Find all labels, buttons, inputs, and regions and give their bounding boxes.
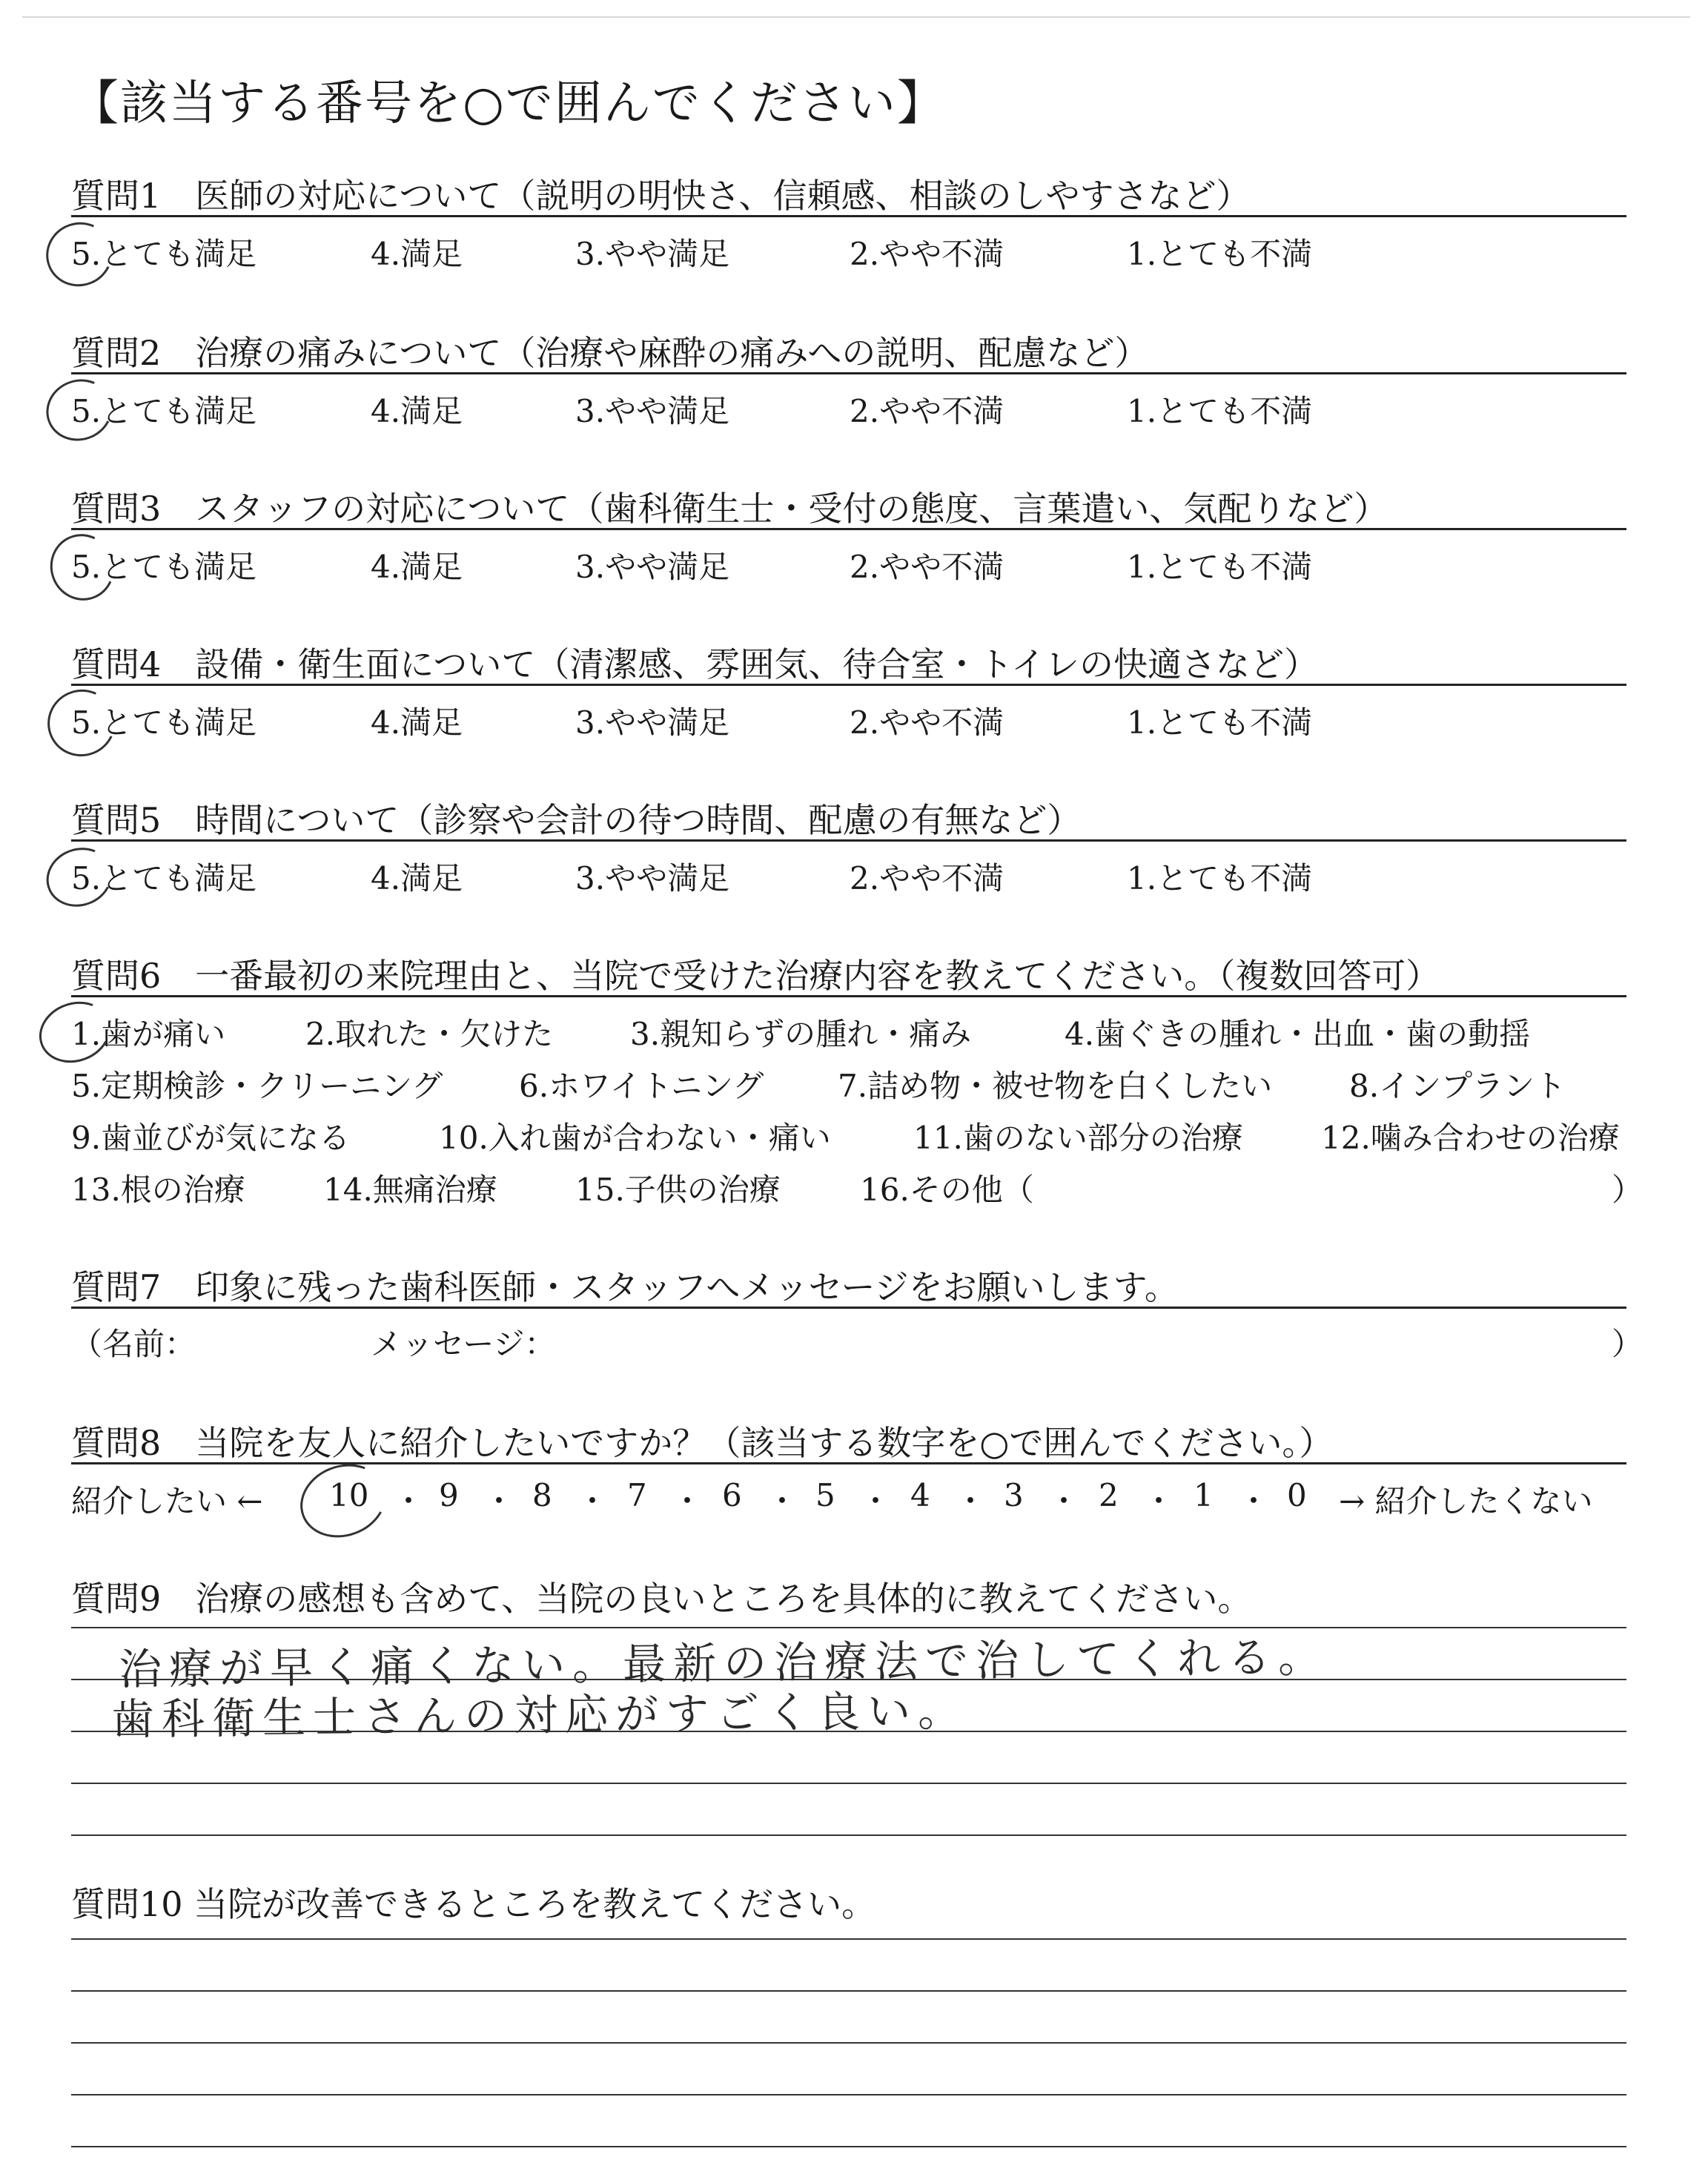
q8-score-8[interactable]: 8 [532,1477,552,1513]
q8-sep: ・ [1143,1483,1175,1519]
q1-option-5[interactable]: 5.とても満足 [71,236,257,272]
q8-score-0[interactable]: 0 [1287,1477,1307,1513]
question-3-rule [71,528,1626,530]
q4-option-4[interactable]: 4.満足 [371,704,463,741]
q2-option-3[interactable]: 3.やや満足 [575,393,730,429]
q7-close-paren: ） [1612,1326,1644,1362]
q10-line-4[interactable] [71,2094,1626,2095]
q7-message-label: メッセージ： [371,1326,556,1362]
q7-name-label: （名前： [71,1326,196,1362]
q3-option-2[interactable]: 2.やや不満 [850,549,1004,585]
q5-option-2[interactable]: 2.やや不満 [850,860,1004,896]
q6-option-8[interactable]: 8.インプラント [1349,1068,1566,1104]
q8-score-6[interactable]: 6 [722,1477,742,1513]
q6-other-close-paren: ） [1612,1172,1644,1208]
q8-sep: ・ [577,1483,609,1519]
question-8-rule [71,1462,1626,1464]
q3-option-3[interactable]: 3.やや満足 [575,549,730,585]
q9-line-5 [71,1834,1626,1836]
q4-option-3[interactable]: 3.やや満足 [575,704,730,741]
q6-option-2[interactable]: 2.取れた・欠けた [305,1016,554,1052]
question-2: 質問2 治療の痛みについて（治療や麻酔の痛みへの説明、配慮など） [71,333,1149,373]
q3-option-4[interactable]: 4.満足 [371,549,463,585]
question-10: 質問10 当院が改善できるところを教えてください。 [71,1884,876,1924]
q6-option-12[interactable]: 12.噛み合わせの治療 [1321,1120,1620,1156]
q10-line-3[interactable] [71,2042,1626,2044]
q1-option-3[interactable]: 3.やや満足 [575,236,730,272]
q8-sep: ・ [483,1483,515,1519]
q7-message-field[interactable] [563,1318,1601,1360]
q8-sep: ・ [767,1483,798,1519]
q8-sep: ・ [1048,1483,1080,1519]
q5-option-4[interactable]: 4.満足 [371,860,463,896]
q8-sep: ・ [955,1483,987,1519]
q6-option-14[interactable]: 14.無痛治療 [323,1172,497,1208]
q7-name-field[interactable] [178,1318,356,1360]
q5-option-3[interactable]: 3.やや満足 [575,860,730,896]
question-5-rule [71,839,1626,842]
question-1-rule [71,215,1626,217]
q8-score-1[interactable]: 1 [1194,1477,1214,1513]
q8-score-2[interactable]: 2 [1099,1477,1119,1513]
q6-option-16[interactable]: 16.その他（ [860,1172,1034,1208]
q8-left-label: 紹介したい ← [71,1483,263,1519]
question-2-rule [71,372,1626,374]
question-6: 質問6 一番最初の来院理由と、当院で受けた治療内容を教えてください。（複数回答可） [71,956,1440,996]
q1-option-2[interactable]: 2.やや不満 [850,236,1004,272]
q1-option-1[interactable]: 1.とても不満 [1127,236,1313,272]
form-title: 【該当する番号を○で囲んでください】 [71,76,946,131]
question-7: 質問7 印象に残った歯科医師・スタッフへメッセージをお願いします。 [71,1267,1179,1307]
question-4: 質問4 設備・衛生面について（清潔感、雰囲気、待合室・トイレの快適さなど） [71,644,1319,684]
q3-option-1[interactable]: 1.とても不満 [1127,549,1313,585]
q8-right-label: → 紹介したくない [1339,1483,1593,1519]
q9-handwritten-answer-2[interactable]: 歯科衛生士さんの対応がすごく良い。 [110,1685,969,1745]
q8-score-10[interactable]: 10 [329,1477,369,1513]
question-4-rule [71,684,1626,686]
q1-option-4[interactable]: 4.満足 [371,236,463,272]
q5-option-5[interactable]: 5.とても満足 [71,860,257,896]
q9-handwritten-answer-1[interactable]: 治療が早く痛くない。最新の治療法で治してくれる。 [118,1631,1329,1695]
q6-option-7[interactable]: 7.詰め物・被せ物を白くしたい [838,1068,1273,1104]
q10-line-1[interactable] [71,1938,1626,1940]
question-9: 質問9 治療の感想も含めて、当院の良いところを具体的に教えてください。 [71,1579,1252,1619]
q8-sep: ・ [393,1483,425,1519]
q6-option-6[interactable]: 6.ホワイトニング [519,1068,764,1104]
question-8: 質問8 当院を友人に紹介したいですか？（該当する数字を○で囲んでください。） [71,1423,1334,1463]
q8-score-5[interactable]: 5 [815,1477,835,1513]
q2-option-5[interactable]: 5.とても満足 [71,393,257,429]
q8-sep: ・ [672,1483,704,1519]
q4-option-1[interactable]: 1.とても不満 [1127,704,1313,741]
question-5: 質問5 時間について（診察や会計の待つ時間、配慮の有無など） [71,800,1082,840]
q10-line-2[interactable] [71,1990,1626,1992]
question-7-rule [71,1307,1626,1309]
q3-option-5[interactable]: 5.とても満足 [71,549,257,585]
q8-score-9[interactable]: 9 [439,1477,459,1513]
q8-score-3[interactable]: 3 [1004,1477,1024,1513]
q8-sep: ・ [860,1483,892,1519]
q6-option-3[interactable]: 3.親知らずの腫れ・痛み [630,1016,972,1052]
q2-option-1[interactable]: 1.とても不満 [1127,393,1313,429]
q4-option-5[interactable]: 5.とても満足 [71,704,257,741]
q2-option-4[interactable]: 4.満足 [371,393,463,429]
q5-option-1[interactable]: 1.とても不満 [1127,860,1313,896]
q4-option-2[interactable]: 2.やや不満 [850,704,1004,741]
question-3: 質問3 スタッフの対応について（歯科衛生士・受付の態度、言葉遣い、気配りなど） [71,489,1388,529]
question-1: 質問1 医師の対応について（説明の明快さ、信頼感、相談のしやすさなど） [71,176,1251,216]
q6-option-13[interactable]: 13.根の治療 [71,1172,245,1208]
scan-top-edge [22,16,1690,18]
q6-option-1[interactable]: 1.歯が痛い [71,1016,226,1052]
q8-sep: ・ [1238,1483,1270,1519]
q6-option-15[interactable]: 15.子供の治療 [575,1172,781,1208]
q9-line-4 [71,1783,1626,1784]
q2-option-2[interactable]: 2.やや不満 [850,393,1004,429]
q6-option-10[interactable]: 10.入れ歯が合わない・痛い [439,1120,831,1156]
q8-score-7[interactable]: 7 [627,1477,647,1513]
q8-score-4[interactable]: 4 [910,1477,930,1513]
q6-option-4[interactable]: 4.歯ぐきの腫れ・出血・歯の動揺 [1065,1016,1531,1052]
q10-line-5[interactable] [71,2146,1626,2147]
q6-option-11[interactable]: 11.歯のない部分の治療 [913,1120,1243,1156]
q6-option-9[interactable]: 9.歯並びが気になる [71,1120,351,1156]
q6-option-5[interactable]: 5.定期検診・クリーニング [71,1068,443,1104]
question-6-rule [71,995,1626,997]
